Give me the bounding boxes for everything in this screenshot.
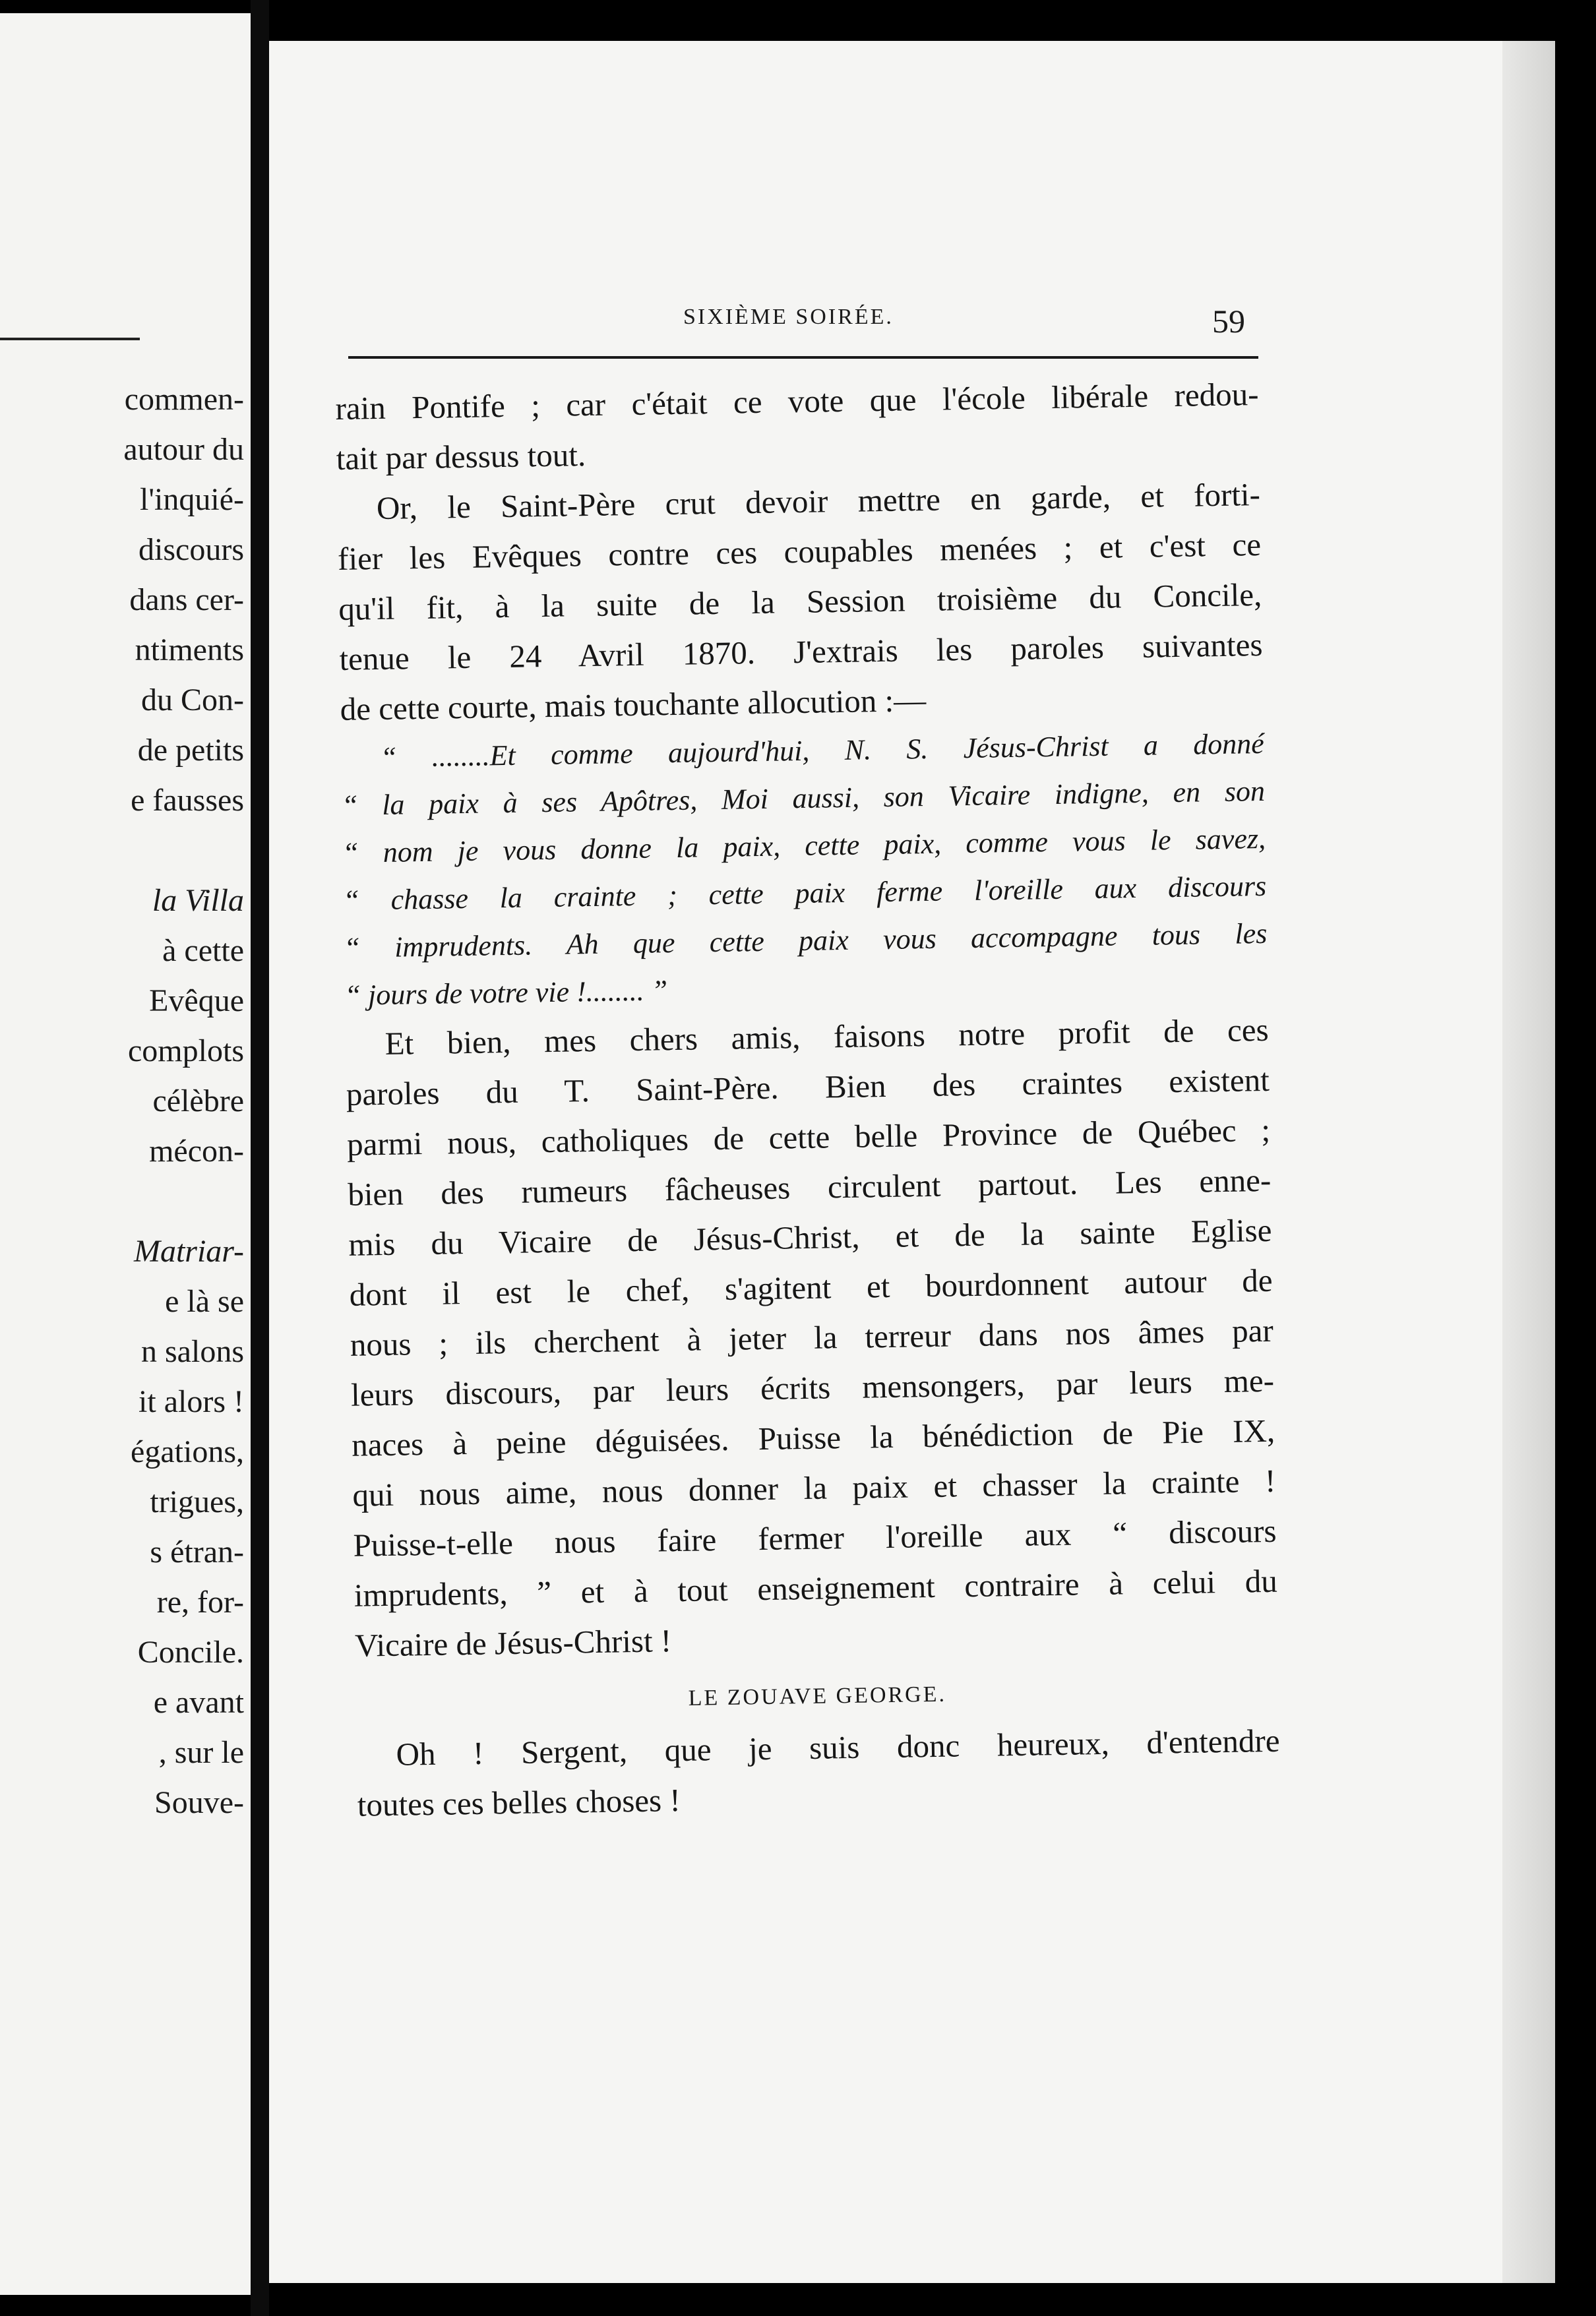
- left-line: trigues,: [150, 1484, 244, 1519]
- text-line: naces à peine déguisées. Puisse la bénédiction de Pie IX,: [351, 1412, 1275, 1463]
- left-line: autour du: [123, 432, 244, 467]
- header-rule: [348, 356, 1258, 359]
- left-line: e fausses: [131, 783, 244, 818]
- left-line: it alors !: [138, 1384, 244, 1419]
- text-line: de cette courte, mais touchante allocution :—: [340, 681, 927, 727]
- left-line: re, for-: [156, 1585, 244, 1620]
- left-line: du Con-: [141, 683, 244, 717]
- text-line: rain Pontife ; car c'était ce vote que l'école libérale redou-: [335, 376, 1259, 427]
- page-number: 59: [1212, 303, 1245, 340]
- text-line: Puisse-t-elle nous faire fermer l'oreille aux “ discours: [353, 1512, 1277, 1564]
- text-line: tenue le 24 Avril 1870. J'extrais les paroles suivantes: [339, 626, 1263, 677]
- text-line: nous ; ils cherchent à jeter la terreur dans nos âmes par: [350, 1312, 1274, 1363]
- text-line: Oh ! Sergent, que je suis donc heureux, d'entendre: [396, 1722, 1280, 1773]
- left-page-rule: [0, 338, 140, 340]
- left-line: de petits: [137, 733, 244, 768]
- page-edge: [1502, 41, 1555, 2283]
- text-line: tait par dessus tout.: [336, 437, 586, 477]
- text-line: Or, le Saint-Père crut devoir mettre en garde, et forti-: [376, 475, 1261, 527]
- text-line: paroles du T. Saint-Père. Bien des craintes existent: [346, 1061, 1270, 1112]
- left-line: , sur le: [158, 1735, 244, 1770]
- left-line: e là se: [165, 1284, 244, 1319]
- left-line: la Villa: [152, 883, 244, 918]
- left-line: dans cer-: [129, 582, 244, 617]
- text-line: bien des rumeurs fâcheuses circulent partout. Les enne-: [347, 1161, 1272, 1213]
- text-line: fier les Evêques contre ces coupables menées ; et c'est ce: [337, 526, 1262, 577]
- text-line: dont il est le chef, s'agitent et bourdonnent autour de: [349, 1262, 1273, 1313]
- book-gutter: [251, 0, 269, 2316]
- quote-line: “ chasse la crainte ; cette paix ferme l'oreille aux discours: [342, 869, 1267, 917]
- left-line: s étran-: [150, 1535, 244, 1569]
- text-line: leurs discours, par leurs écrits mensongers, par leurs me-: [350, 1362, 1275, 1413]
- quote-line: “ ........Et comme aujourd'hui, N. S. Jésus-Christ a donné: [380, 727, 1265, 774]
- speaker-heading: LE ZOUAVE GEORGE.: [688, 1682, 947, 1711]
- left-line: Evêque: [149, 983, 244, 1018]
- left-line: Matriar-: [133, 1234, 244, 1269]
- quote-line: “ nom je vous donne la paix, cette paix, comme vous le savez,: [342, 822, 1266, 869]
- left-line: discours: [138, 532, 244, 567]
- text-line: toutes ces belles choses !: [357, 1782, 681, 1823]
- left-line-gap: [123, 1176, 244, 1227]
- left-line: à cette: [162, 933, 244, 968]
- text-line: parmi nous, catholiques de cette belle Province de Québec ;: [346, 1111, 1271, 1163]
- running-title: SIXIÈME SOIRÉE.: [683, 305, 894, 329]
- left-line: égations,: [131, 1434, 244, 1469]
- left-line: complots: [128, 1033, 244, 1068]
- text-line: Vicaire de Jésus-Christ !: [354, 1622, 672, 1664]
- page-body: [335, 369, 1281, 1831]
- left-page-text: [123, 375, 244, 1828]
- left-line: célèbre: [152, 1083, 244, 1118]
- left-line: n salons: [141, 1334, 244, 1369]
- text-line: qu'il fit, à la suite de la Session troisième du Concile,: [338, 576, 1262, 627]
- text-line: Et bien, mes chers amis, faisons notre profit de ces: [384, 1011, 1269, 1062]
- left-line: l'inquié-: [140, 482, 244, 517]
- left-line: e avant: [153, 1685, 244, 1720]
- quote-line: “ imprudents. Ah que cette paix vous accompagne tous les: [344, 917, 1268, 964]
- left-line-gap: [123, 826, 244, 876]
- left-line: commen-: [124, 382, 244, 417]
- text-line: mis du Vicaire de Jésus-Christ, et de la sainte Eglise: [348, 1211, 1272, 1263]
- left-line: Souve-: [154, 1785, 244, 1820]
- right-page: [269, 41, 1555, 2283]
- quote-line: “ la paix à ses Apôtres, Moi aussi, son Vicaire indigne, en son: [341, 774, 1266, 822]
- left-line: ntiments: [135, 632, 244, 667]
- left-line: Concile.: [137, 1635, 244, 1670]
- quote-line: “ jours de votre vie !........ ”: [344, 974, 668, 1012]
- text-line: imprudents, ” et à tout enseignement contraire à celui du: [353, 1562, 1278, 1614]
- left-line: mécon-: [149, 1134, 244, 1169]
- left-page: [0, 13, 251, 2295]
- text-line: qui nous aime, nous donner la paix et chasser la crainte !: [352, 1462, 1276, 1513]
